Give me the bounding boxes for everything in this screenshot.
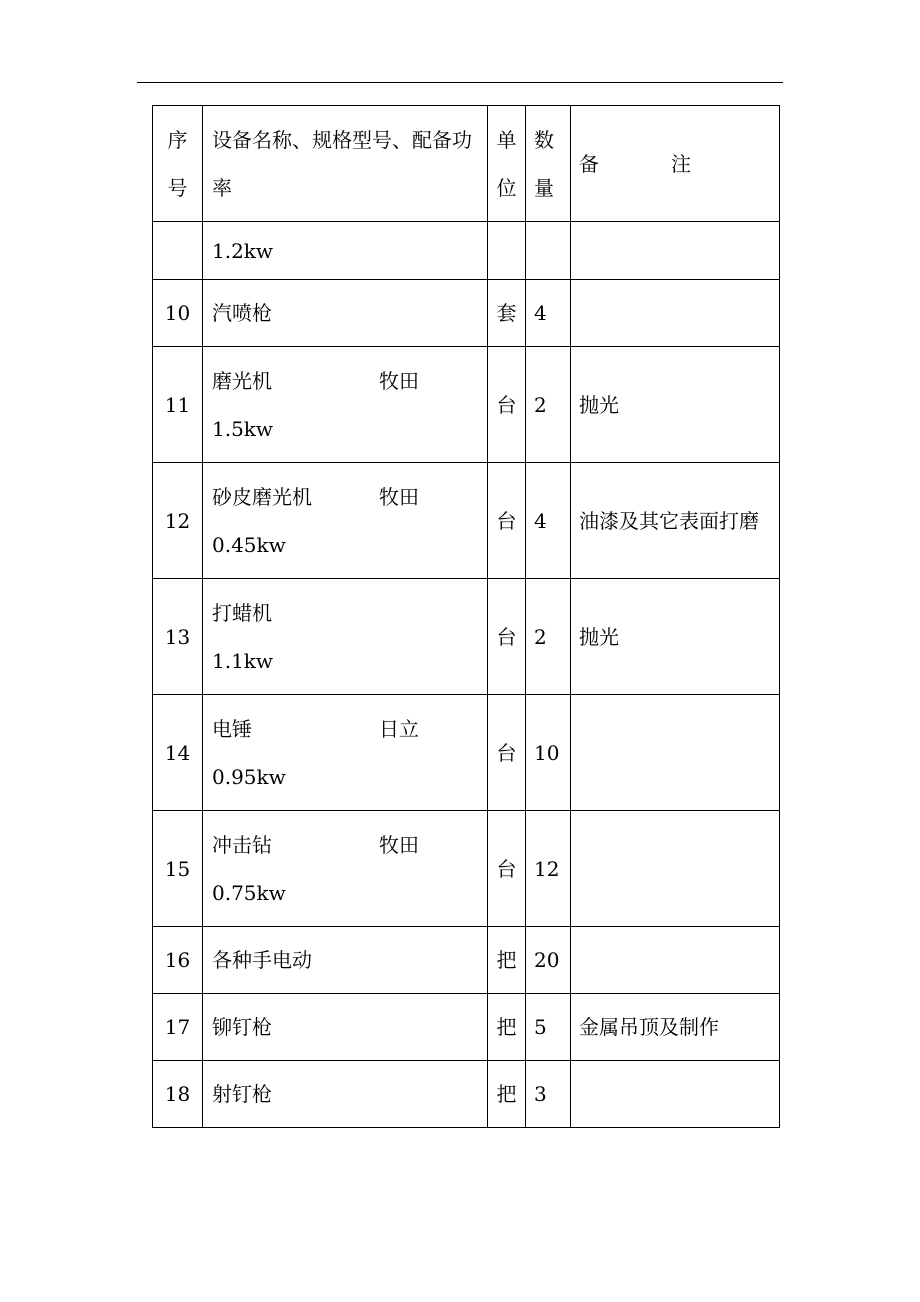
table-row bbox=[153, 811, 780, 927]
row-unit-cell bbox=[488, 347, 526, 463]
header-unit-line-1: 单 bbox=[496, 127, 517, 152]
row-qty: 5 bbox=[534, 1015, 547, 1039]
row-note-cell bbox=[571, 579, 780, 695]
row-note: 金属吊顶及制作 bbox=[579, 1015, 719, 1039]
header-note-char-2: 注 bbox=[671, 151, 691, 176]
row-no: 12 bbox=[164, 508, 191, 533]
row-qty-cell bbox=[526, 695, 571, 811]
table-header-row bbox=[153, 106, 780, 222]
row-note-cell bbox=[571, 280, 780, 347]
row-brand: 日立 bbox=[379, 716, 419, 741]
header-note-cell bbox=[571, 106, 780, 222]
row-unit-cell bbox=[488, 695, 526, 811]
header-qty-line-2: 量 bbox=[534, 175, 554, 200]
row-name-cell bbox=[203, 347, 488, 463]
row-unit-cell bbox=[488, 280, 526, 347]
row-unit: 套 bbox=[496, 301, 517, 325]
row-no-cell bbox=[153, 695, 203, 811]
row-qty: 3 bbox=[534, 1082, 547, 1106]
row-no: 11 bbox=[164, 392, 191, 417]
row-name: 磨光机 bbox=[212, 368, 272, 393]
row-note: 抛光 bbox=[579, 392, 619, 417]
header-qty-line-1: 数 bbox=[534, 127, 554, 152]
row-name-line bbox=[212, 357, 483, 405]
row-qty-cell bbox=[526, 994, 571, 1061]
row-note-cell bbox=[571, 222, 780, 280]
row-unit: 把 bbox=[496, 1015, 517, 1039]
row-qty: 2 bbox=[534, 624, 547, 649]
header-no-line-2: 号 bbox=[167, 175, 188, 200]
row-no: 13 bbox=[164, 624, 191, 649]
row-qty-cell bbox=[526, 927, 571, 994]
row-unit-cell bbox=[488, 579, 526, 695]
row-qty-cell bbox=[526, 1061, 571, 1128]
row-name-cell bbox=[203, 222, 488, 280]
equipment-table bbox=[152, 105, 780, 1128]
row-note-cell bbox=[571, 347, 780, 463]
row-unit: 把 bbox=[496, 948, 517, 972]
row-no-cell bbox=[153, 1061, 203, 1128]
row-no: 14 bbox=[164, 740, 191, 765]
row-name-cell bbox=[203, 927, 488, 994]
row-power: 1.5kw bbox=[212, 416, 274, 441]
row-name-line bbox=[212, 1003, 483, 1051]
table-row bbox=[153, 222, 780, 280]
row-qty-cell bbox=[526, 463, 571, 579]
row-unit-cell bbox=[488, 994, 526, 1061]
row-no-cell bbox=[153, 579, 203, 695]
row-name-line bbox=[212, 705, 483, 753]
header-no-cell bbox=[153, 106, 203, 222]
table-row bbox=[153, 994, 780, 1061]
table-row bbox=[153, 695, 780, 811]
row-power: 0.95kw bbox=[212, 764, 286, 789]
row-name-cell bbox=[203, 695, 488, 811]
row-unit: 台 bbox=[496, 508, 517, 533]
row-qty: 2 bbox=[534, 392, 547, 417]
row-qty: 4 bbox=[534, 301, 547, 325]
row-no-cell bbox=[153, 463, 203, 579]
row-no-cell bbox=[153, 222, 203, 280]
row-qty: 4 bbox=[534, 508, 547, 533]
row-qty-cell bbox=[526, 811, 571, 927]
row-unit-cell bbox=[488, 927, 526, 994]
header-qty-cell bbox=[526, 106, 571, 222]
row-no: 17 bbox=[164, 1015, 191, 1039]
row-name: 汽喷枪 bbox=[212, 301, 272, 325]
row-unit: 把 bbox=[496, 1082, 517, 1106]
row-brand: 牧田 bbox=[379, 832, 419, 857]
row-no-cell bbox=[153, 994, 203, 1061]
row-name: 铆钉枪 bbox=[212, 1015, 272, 1039]
row-qty: 10 bbox=[534, 740, 560, 765]
row-no-cell bbox=[153, 811, 203, 927]
equipment-table-body bbox=[153, 106, 780, 1128]
row-no: 15 bbox=[164, 856, 191, 881]
row-name: 砂皮磨光机 bbox=[212, 484, 312, 509]
row-note-cell bbox=[571, 463, 780, 579]
row-name: 打蜡机 bbox=[212, 600, 272, 625]
row-name: 电锤 bbox=[212, 716, 252, 741]
row-qty: 20 bbox=[534, 948, 560, 972]
row-name: 射钉枪 bbox=[212, 1082, 272, 1106]
row-no-cell bbox=[153, 347, 203, 463]
row-name-cell bbox=[203, 994, 488, 1061]
row-name-line bbox=[212, 473, 483, 521]
row-name-line bbox=[212, 289, 483, 337]
row-name-cell bbox=[203, 463, 488, 579]
table-row bbox=[153, 347, 780, 463]
row-no: 18 bbox=[164, 1082, 191, 1106]
header-unit-line-2: 位 bbox=[496, 175, 517, 200]
header-no-line-1: 序 bbox=[167, 127, 188, 152]
row-name-cell bbox=[203, 579, 488, 695]
row-unit: 台 bbox=[496, 392, 517, 417]
row-unit-cell bbox=[488, 463, 526, 579]
row-note-cell bbox=[571, 811, 780, 927]
row-name-cell bbox=[203, 280, 488, 347]
row-qty-cell bbox=[526, 347, 571, 463]
row-name-cell bbox=[203, 811, 488, 927]
header-note-char-1: 备 bbox=[579, 151, 599, 176]
row-note-cell bbox=[571, 927, 780, 994]
row-note-cell bbox=[571, 1061, 780, 1128]
row-unit-cell bbox=[488, 1061, 526, 1128]
row-name: 各种手电动 bbox=[212, 948, 312, 972]
row-brand: 牧田 bbox=[379, 368, 419, 393]
table-row bbox=[153, 579, 780, 695]
row-qty-cell bbox=[526, 579, 571, 695]
row-name-cell bbox=[203, 1061, 488, 1128]
header-unit-cell bbox=[488, 106, 526, 222]
row-unit-cell bbox=[488, 222, 526, 280]
row-name-line bbox=[212, 936, 483, 984]
table-row bbox=[153, 1061, 780, 1128]
row-no: 10 bbox=[164, 301, 191, 325]
row-note: 抛光 bbox=[579, 624, 619, 649]
table-row bbox=[153, 463, 780, 579]
row-unit: 台 bbox=[496, 624, 517, 649]
row-brand: 牧田 bbox=[379, 484, 419, 509]
row-name-line bbox=[212, 1070, 483, 1118]
row-power: 0.75kw bbox=[212, 880, 286, 905]
header-name-cell bbox=[203, 106, 488, 222]
row-power: 0.45kw bbox=[212, 532, 286, 557]
header-rule bbox=[137, 82, 783, 83]
row-no-cell bbox=[153, 927, 203, 994]
row-name: 冲击钻 bbox=[212, 832, 272, 857]
row-note: 油漆及其它表面打磨 bbox=[579, 508, 759, 533]
row-power: 1.2kw bbox=[212, 238, 274, 263]
row-qty-cell bbox=[526, 280, 571, 347]
row-note-cell bbox=[571, 994, 780, 1061]
row-name-line bbox=[212, 821, 483, 869]
table-row bbox=[153, 927, 780, 994]
row-qty-cell bbox=[526, 222, 571, 280]
row-name-line bbox=[212, 589, 483, 637]
row-unit: 台 bbox=[496, 740, 517, 765]
row-power: 1.1kw bbox=[212, 648, 274, 673]
row-unit: 台 bbox=[496, 856, 517, 881]
table-row bbox=[153, 280, 780, 347]
row-unit-cell bbox=[488, 811, 526, 927]
row-note-cell bbox=[571, 695, 780, 811]
row-qty: 12 bbox=[534, 856, 560, 881]
row-no-cell bbox=[153, 280, 203, 347]
header-name: 设备名称、规格型号、配备功率 bbox=[212, 127, 472, 200]
row-no: 16 bbox=[164, 948, 191, 972]
